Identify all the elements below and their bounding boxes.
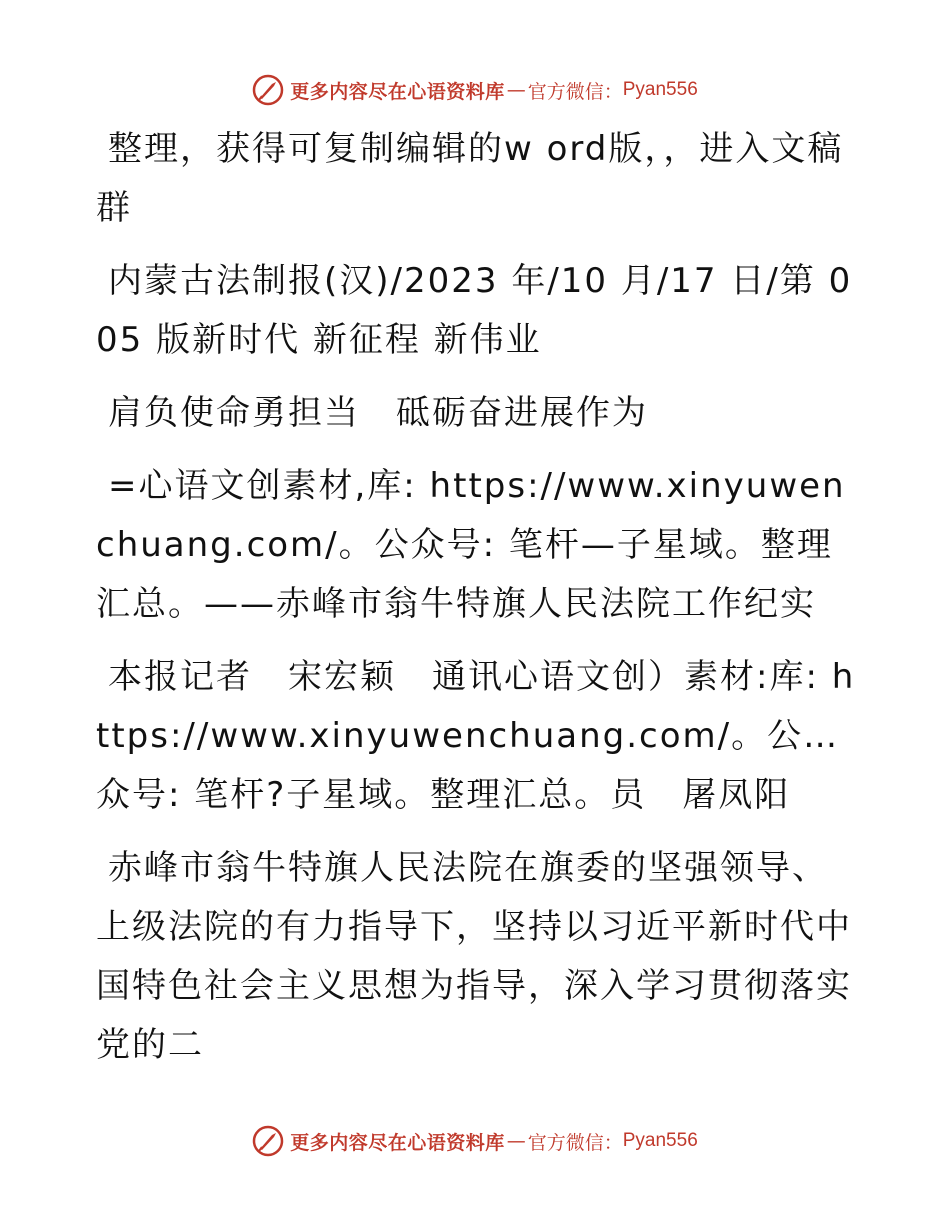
paragraph-1-text: 整理，获得可复制编辑的w ord版，，进入文稿群 [96,129,844,228]
banner-wechat-id: Pyan556 [622,79,698,100]
document-body [96,120,856,1089]
banner-brand-text: 更多内容尽在心语资料库 [290,80,505,103]
paragraph-3 [96,384,856,443]
banner-dash: — [506,1130,526,1152]
banner-dash: — [506,79,526,101]
quill-logo-icon [252,74,284,106]
banner-wechat-id: Pyan556 [622,1130,698,1151]
paragraph-2 [96,252,856,370]
footer-watermark-banner [0,1121,950,1161]
paragraph-3-text: 肩负使命勇担当 砥砺奋进展作为 [108,393,648,433]
paragraph-5-text: 本报记者 宋宏颖 通讯心语文创）素材:库: https://www.xinyuwenchuang.com/。公…众号: 笔杆?子星域。整理汇总。员 屠凤阳 [96,657,856,815]
paragraph-1 [96,120,856,238]
paragraph-6-text: 赤峰市翁牛特旗人民法院在旗委的坚强领导、上级法院的有力指导下，坚持以习近平新时代中国特色社会主义思想为指导，深入学习贯彻落实党的二 [96,848,852,1065]
paragraph-5 [96,648,856,825]
banner-official-label: 官方微信： [527,80,623,103]
header-watermark-banner [0,70,950,110]
paragraph-2-text: 内蒙古法制报(汉)/2023 年/10 月/17 日/第 005 版新时代 新征程 新伟业 [96,261,853,360]
banner-official-label: 官方微信： [527,1131,623,1154]
paragraph-6 [96,839,856,1075]
quill-logo-icon [252,1125,284,1157]
paragraph-4-text: =心语文创素材,库: https://www.xinyuwenchuang.com/。公众号: 笔杆—子星域。整理汇总。——赤峰市翁牛特旗人民法院工作纪实 [96,466,846,624]
paragraph-4 [96,457,856,634]
banner-brand-text: 更多内容尽在心语资料库 [290,1131,505,1154]
